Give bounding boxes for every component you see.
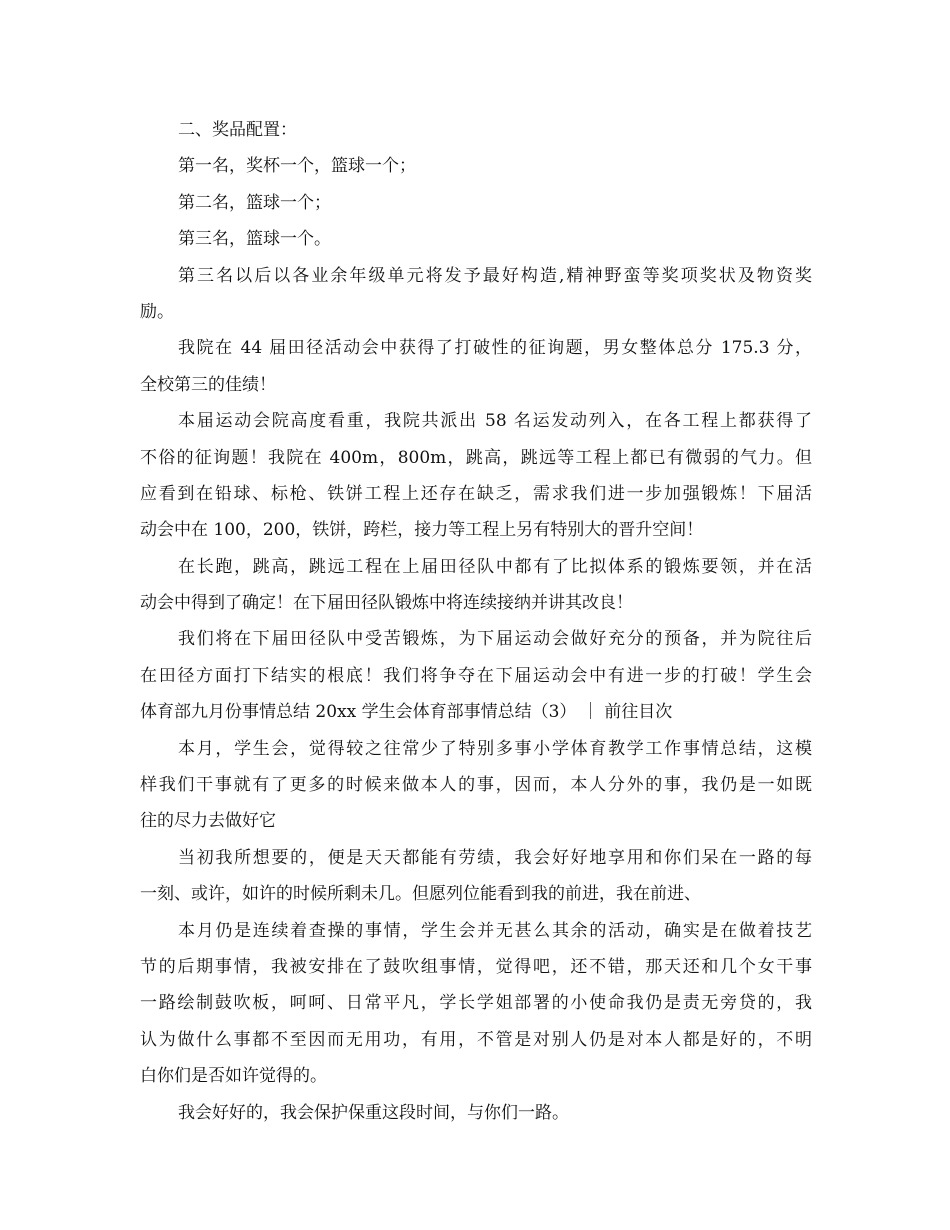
paragraph-line: 我们将在下届田径队中受苦锻炼，为下届运动会做好充分的预备，并为院往后 [178,629,812,650]
prize-line-first: 第一名，奖杯一个，篮球一个； [178,156,416,177]
paragraph-line: 往的尽力去做好它 [140,811,276,832]
paragraph-line: 一刻、或许，如许的时候所剩未几。但愿列位能看到我的前进，我在前进、 [140,884,701,905]
paragraph-line: 动会中在 100，200，铁饼，跨栏，接力等工程上另有特别大的晋升空间！ [140,520,704,541]
paragraph-line: 在田径方面打下结实的根底！我们将争夺在下届运动会中有进一步的打破！学生会 [140,665,812,686]
paragraph-line: 我院在 44 届田径活动会中获得了打破性的征询题，男女整体总分 175.3 分， [178,338,812,359]
paragraph-line: 一路绘制鼓吹板，呵呵、日常平凡，学长学姐部署的小使命我仍是责无旁贷的，我 [140,993,812,1014]
paragraph-line: 在长跑，跳高，跳远工程在上届田径队中都有了比拟体系的锻炼要领，并在活 [178,556,812,577]
paragraph-line: 全校第三的佳绩！ [140,374,276,395]
paragraph-line: 动会中得到了确定！在下届田径队锻炼中将连续接纳并讲其改良！ [140,593,633,614]
paragraph-line: 本月，学生会，觉得较之往常少了特别多事小学体育教学工作事情总结，这模 [178,738,812,759]
paragraph-line: 本届运动会院高度看重，我院共派出 58 名运发动列入，在各工程上都获得了 [178,411,812,432]
section-heading: 二、奖品配置： [178,120,297,140]
paragraph-line: 第三名以后以各业余年级单元将发予最好构造,精神野蛮等奖项奖状及物资奖 [178,265,812,286]
paragraph-line: 当初我所想要的，便是天天都能有劳绩，我会好好地享用和你们呆在一路的每 [178,847,812,868]
paragraph-line: 励。 [140,301,174,322]
paragraph-line: 白你们是否如许觉得的。 [140,1066,327,1087]
prize-line-second: 第二名，篮球一个； [178,192,331,213]
paragraph-line: 不俗的征询题！我院在 400m，800m，跳高，跳远等工程上都已有微弱的气力。但 [140,447,812,468]
paragraph-line: 本月仍是连续着查操的事情，学生会并无甚么其余的活动，确实是在做着技艺 [178,920,812,941]
paragraph-line: 体育部九月份事情总结 20xx 学生会体育部事情总结（3） ｜ 前往目次 [140,702,673,723]
paragraph-line: 应看到在铅球、标枪、铁饼工程上还存在缺乏，需求我们进一步加强锻炼！下届活 [140,483,812,504]
paragraph-line: 样我们干事就有了更多的时候来做本人的事，因而，本人分外的事，我仍是一如既 [140,775,812,796]
paragraph-line: 我会好好的，我会保护保重这段时间，与你们一路。 [178,1102,569,1123]
paragraph-line: 认为做什么事都不至因而无用功，有用，不管是对别人仍是对本人都是好的，不明 [140,1029,812,1050]
prize-line-third: 第三名，篮球一个。 [178,229,331,250]
paragraph-line: 节的后期事情，我被安排在了鼓吹组事情，觉得吧，还不错，那天还和几个女干事 [140,956,812,977]
document-body [140,112,812,1131]
